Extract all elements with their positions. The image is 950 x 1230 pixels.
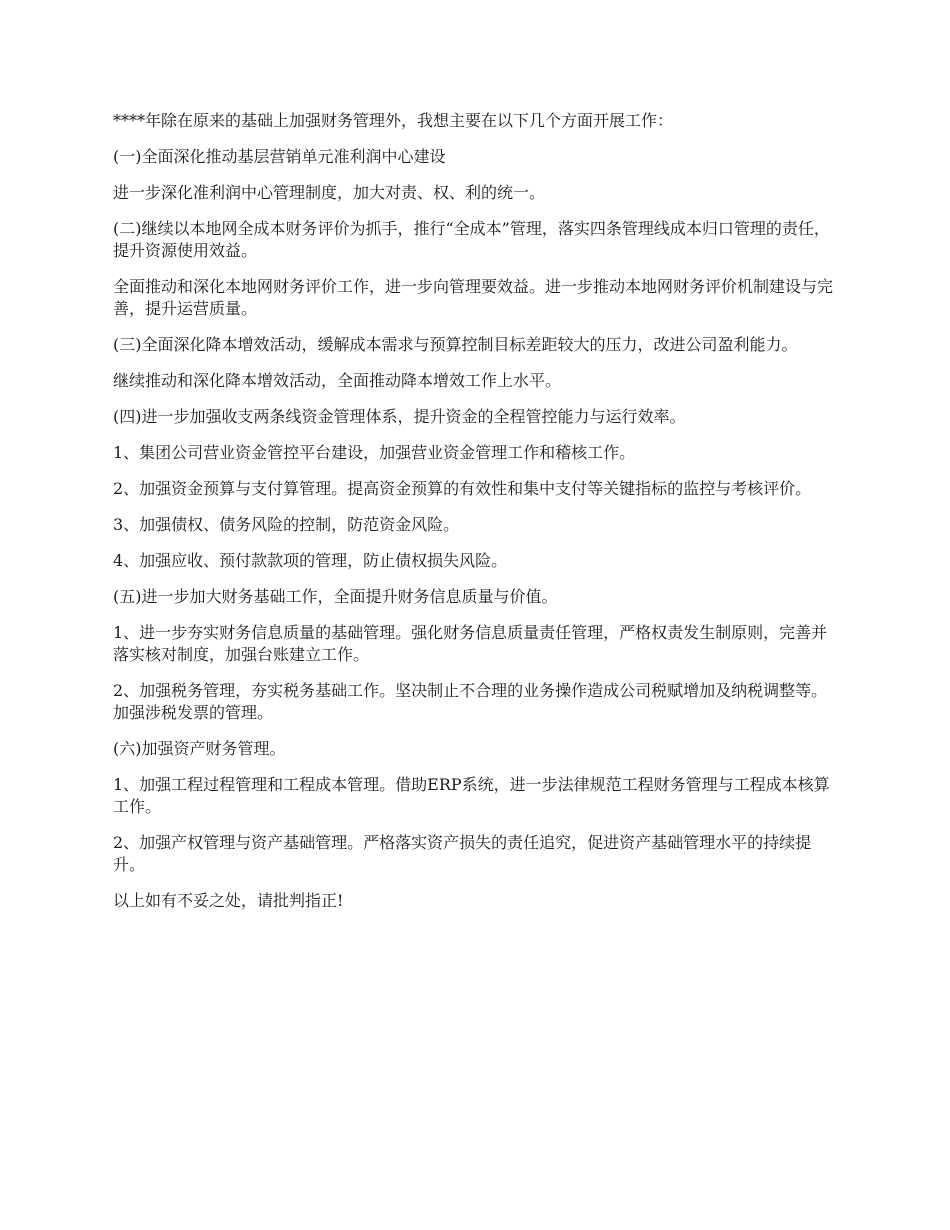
section-heading-4: (四)进一步加强收支两条线资金管理体系，提升资金的全程管控能力与运行效率。 [113,407,686,426]
paragraph: 进一步深化准利润中心管理制度，加大对责、权、利的统一。 [113,183,546,202]
list-item: 2、加强税务管理，夯实税务基础工作。坚决制止不合理的业务操作造成公司税赋增加及纳税调整等。加强涉税发票的管理。 [113,681,828,722]
list-item: 4、加强应收、预付款款项的管理，防止债权损失风险。 [113,551,508,570]
section-heading-5: (五)进一步加大财务基础工作，全面提升财务信息质量与价值。 [113,587,558,606]
list-item: 1、加强工程过程管理和工程成本管理。借助ERP系统，进一步法律规范工程财务管理与工程成本核算工作。 [113,775,830,816]
list-item: 1、集团公司营业资金管控平台建设，加强营业资金管理工作和稽核工作。 [113,443,636,462]
closing-paragraph: 以上如有不妥之处，请批判指正! [113,891,344,910]
paragraph: 继续推动和深化降本增效活动，全面推动降本增效工作上水平。 [113,371,562,390]
section-heading-3: (三)全面深化降本增效活动，缓解成本需求与预算控制目标差距较大的压力，改进公司盈利能力。 [113,335,798,354]
document-body [113,110,843,926]
section-heading-2: (二)继续以本地网全成本财务评价为抓手，推行“全成本”管理，落实四条管理线成本归口管理的责任，提升资源使用效益。 [113,219,830,260]
section-heading-1: (一)全面深化推动基层营销单元准利润中心建设 [113,147,446,166]
list-item: 2、加强产权管理与资产基础管理。严格落实资产损失的责任追究，促进资产基础管理水平的持续提升。 [113,833,812,874]
section-heading-6: (六)加强资产财务管理。 [113,739,286,758]
list-item: 1、进一步夯实财务信息质量的基础管理。强化财务信息质量责任管理，严格权责发生制原则，完善并落实核对制度，加强台账建立工作。 [113,623,828,664]
paragraph: 全面推动和深化本地网财务评价工作，进一步向管理要效益。进一步推动本地网财务评价机制建设与完善，提升运营质量。 [113,277,834,318]
paragraph-intro: ****年除在原来的基础上加强财务管理外，我想主要在以下几个方面开展工作： [113,111,674,130]
list-item: 3、加强债权、债务风险的控制，防范资金风险。 [113,515,460,534]
list-item: 2、加强资金预算与支付算管理。提高资金预算的有效性和集中支付等关键指标的监控与考核评价。 [113,479,812,498]
